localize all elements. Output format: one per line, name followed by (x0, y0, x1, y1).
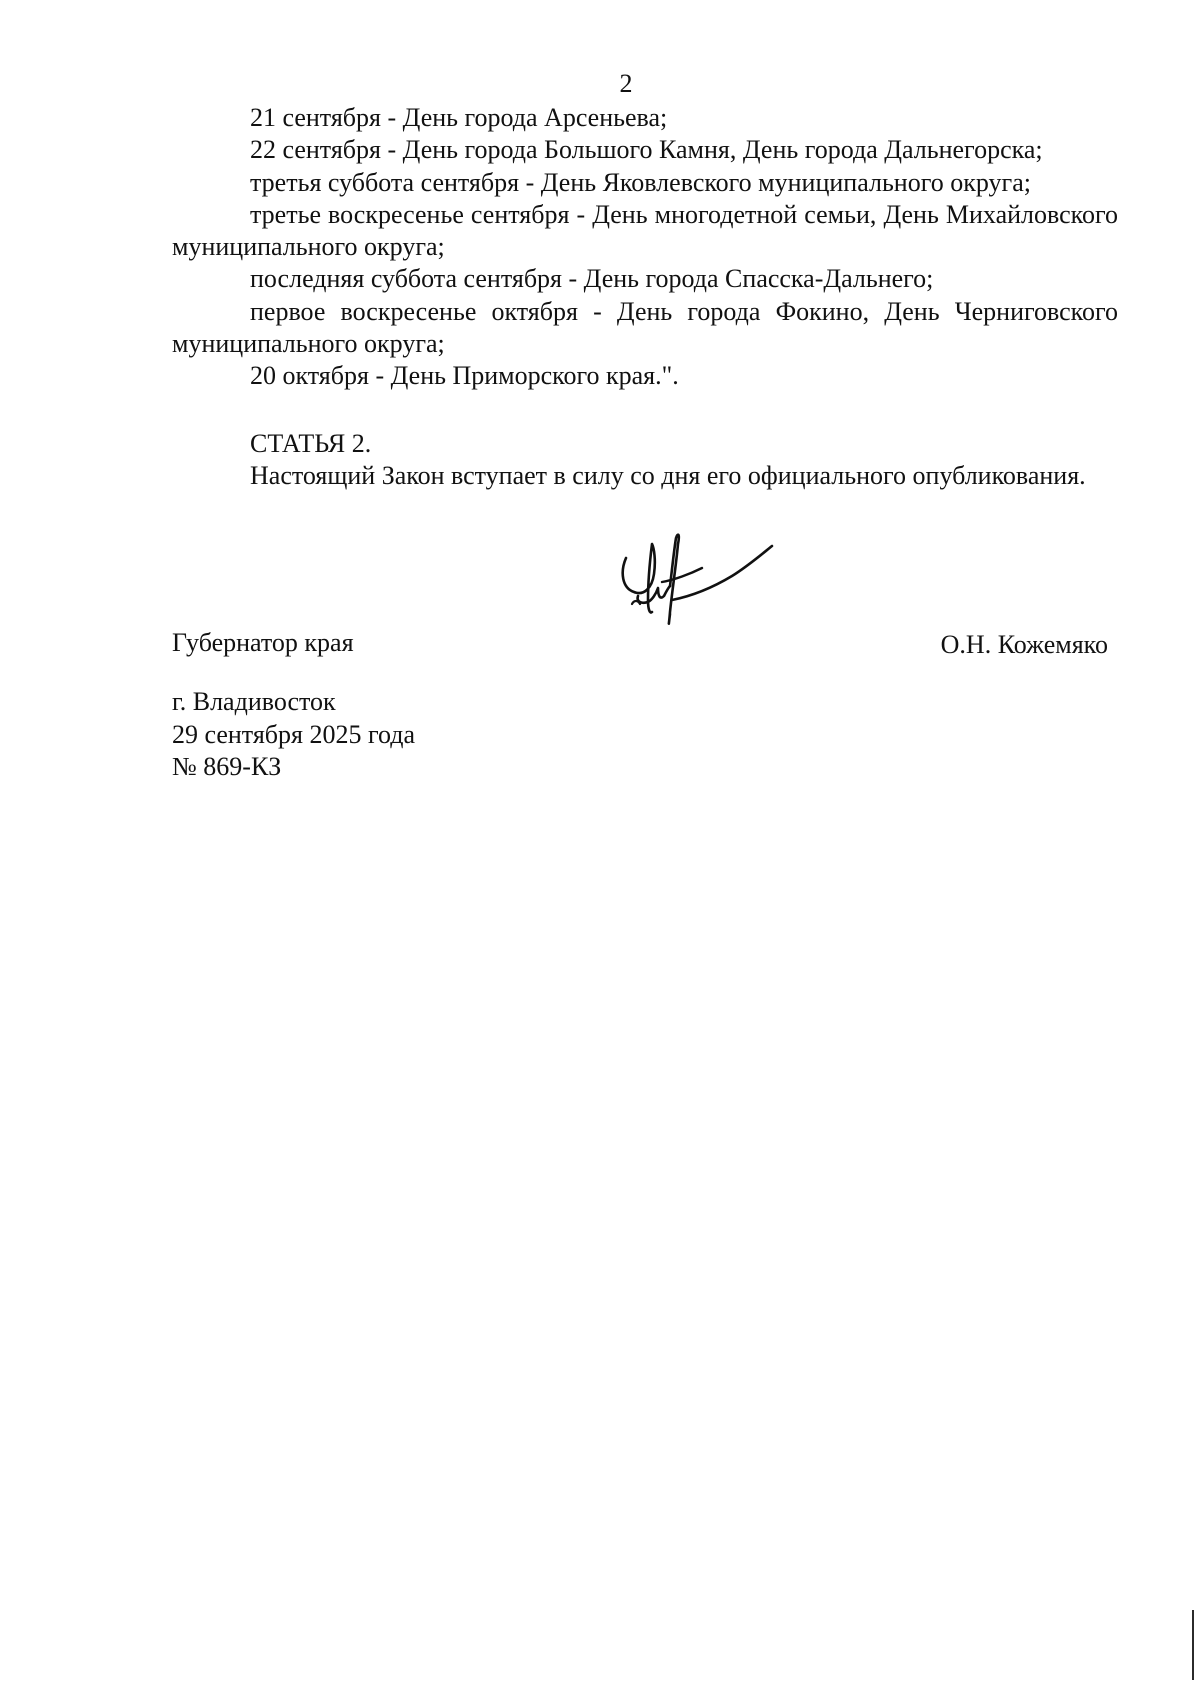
article-text: Настоящий Закон вступает в силу со дня его официального опубликования. (250, 461, 1086, 491)
document-info (172, 686, 415, 784)
scan-edge-mark (1192, 1610, 1194, 1680)
holiday-item: последняя суббота сентября - День города Спасска-Дальнего; (250, 264, 934, 294)
page-number: 2 (619, 69, 633, 98)
signer-position: Губернатор края (172, 628, 354, 657)
holiday-item: первое воскресенье октября - День города Фокино, День Черниговского муниципального округа; (172, 296, 1118, 359)
holiday-item: третье воскресенье сентября - День многодетной семьи, День Михайловского муниципального округа; (172, 199, 1118, 262)
holiday-item: 21 сентября - День города Арсеньева; (250, 103, 668, 132)
handwritten-signature (612, 530, 792, 675)
document-date: 29 сентября 2025 года (172, 719, 416, 749)
article-2 (172, 428, 1118, 493)
holiday-item: третья суббота сентября - День Яковлевского муниципального округа; (250, 167, 1031, 197)
signer-name: О.Н. Кожемяко (940, 630, 1108, 659)
document-number: № 869-КЗ (172, 752, 282, 781)
article-heading: СТАТЬЯ 2. (250, 429, 372, 458)
document-place: г. Владивосток (172, 687, 336, 716)
holidays-list (172, 102, 1118, 393)
holiday-item: 22 сентября - День города Большого Камня, День города Дальнегорска; (250, 135, 1043, 165)
holiday-item: 20 октября - День Приморского края.". (250, 361, 679, 391)
